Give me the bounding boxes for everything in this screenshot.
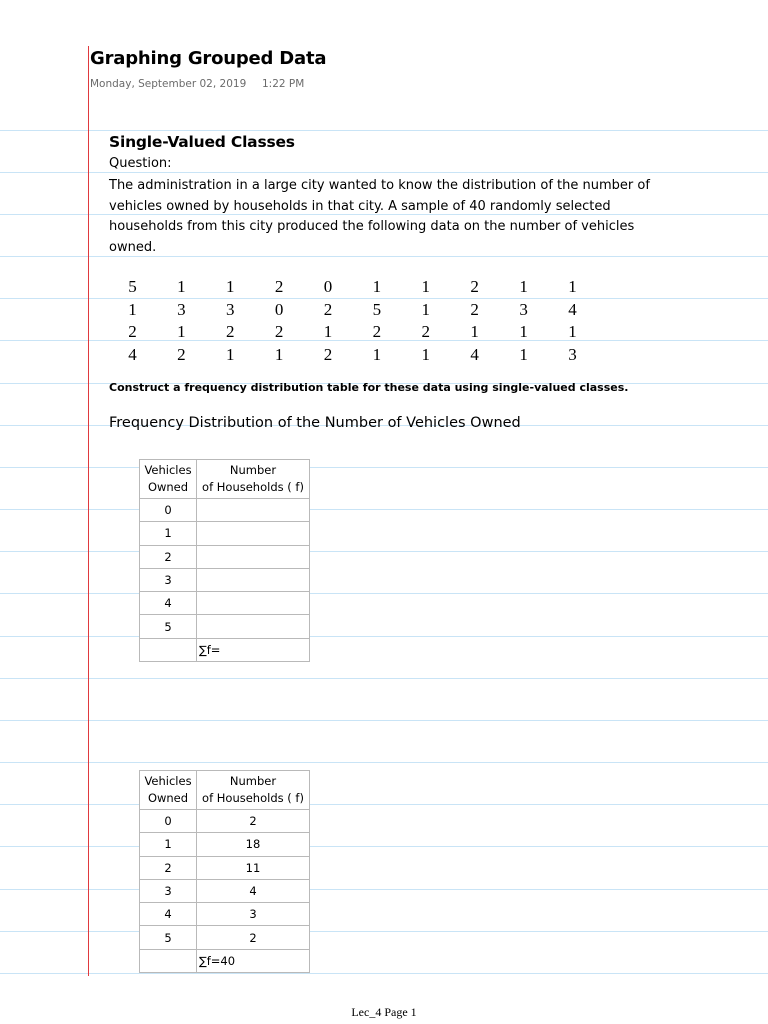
data-value: 1 xyxy=(421,277,431,297)
header-text: of Households ( f) xyxy=(202,791,304,805)
data-value: 1 xyxy=(421,344,431,364)
data-value: 1 xyxy=(568,277,577,297)
page-date: Monday, September 02, 2019 xyxy=(90,78,247,90)
raw-data-grid xyxy=(108,276,597,366)
data-value: 1 xyxy=(519,344,528,364)
data-value: 3 xyxy=(177,299,186,319)
data-value: 4 xyxy=(470,344,479,364)
table-row xyxy=(140,926,310,949)
data-value: 2 xyxy=(274,322,284,342)
header-text: Number xyxy=(229,774,277,788)
table-header-row xyxy=(140,771,310,810)
vehicles-cell: 5 xyxy=(140,926,197,949)
header-number-of-households xyxy=(197,460,310,499)
vehicles-cell: 5 xyxy=(140,615,197,638)
rule-line xyxy=(0,762,768,763)
data-value: 1 xyxy=(568,322,577,342)
frequency-table-blank xyxy=(139,459,310,662)
data-value: 1 xyxy=(177,322,186,342)
header-text: Owned xyxy=(147,480,189,494)
table-row xyxy=(140,903,310,926)
data-value: 1 xyxy=(225,344,235,364)
data-value: 1 xyxy=(225,277,235,297)
data-value: 2 xyxy=(128,322,137,342)
rule-line xyxy=(0,172,768,173)
data-value: 2 xyxy=(470,299,479,319)
question-label: Question: xyxy=(109,156,172,171)
vehicles-cell: 2 xyxy=(140,545,197,568)
households-cell xyxy=(197,545,310,568)
table-row xyxy=(140,615,310,638)
vehicles-cell: 4 xyxy=(140,903,197,926)
header-text: Owned xyxy=(147,791,189,805)
vehicles-cell: 3 xyxy=(140,879,197,902)
data-value: 2 xyxy=(470,277,479,297)
rule-line xyxy=(0,467,768,468)
vehicles-cell: 0 xyxy=(140,810,197,833)
households-cell xyxy=(197,522,310,545)
data-value: 1 xyxy=(470,322,479,342)
data-row xyxy=(108,344,597,367)
data-value: 1 xyxy=(372,277,382,297)
data-value: 2 xyxy=(274,277,284,297)
data-value: 4 xyxy=(128,344,137,364)
data-value: 1 xyxy=(372,344,382,364)
rule-line xyxy=(0,509,768,510)
header-number-of-households xyxy=(197,771,310,810)
sum-cell: ∑f=40 xyxy=(197,949,310,972)
rule-line xyxy=(0,720,768,721)
table-row xyxy=(140,592,310,615)
rule-line xyxy=(0,551,768,552)
vehicles-cell: 2 xyxy=(140,856,197,879)
rule-line xyxy=(0,889,768,890)
table-header-row xyxy=(140,460,310,499)
section-heading: Single-Valued Classes xyxy=(109,133,295,151)
rule-line xyxy=(0,593,768,594)
table-row xyxy=(140,810,310,833)
table-row xyxy=(140,856,310,879)
vehicles-cell: 1 xyxy=(140,833,197,856)
households-cell: 18 xyxy=(197,833,310,856)
data-value: 2 xyxy=(323,344,333,364)
vehicles-cell: 3 xyxy=(140,568,197,591)
data-value: 2 xyxy=(421,322,431,342)
sum-row xyxy=(140,638,310,661)
rule-line xyxy=(0,130,768,131)
households-cell xyxy=(197,568,310,591)
data-value: 1 xyxy=(128,299,137,319)
households-cell xyxy=(197,499,310,522)
data-value: 1 xyxy=(421,299,431,319)
page-footer: Lec_4 Page 1 xyxy=(351,1005,417,1019)
households-cell: 2 xyxy=(197,926,310,949)
data-value: 2 xyxy=(225,322,235,342)
data-value: 0 xyxy=(323,277,333,297)
vehicles-cell: 4 xyxy=(140,592,197,615)
table-row xyxy=(140,522,310,545)
households-cell xyxy=(197,615,310,638)
rule-line xyxy=(0,678,768,679)
header-text: Number xyxy=(229,463,277,477)
header-text: of Households ( f) xyxy=(202,480,304,494)
table-row xyxy=(140,879,310,902)
header-vehicles-owned xyxy=(140,460,197,499)
page-title: Graphing Grouped Data xyxy=(90,48,327,69)
data-value: 2 xyxy=(177,344,186,364)
data-value: 3 xyxy=(519,299,528,319)
data-value: 3 xyxy=(225,299,235,319)
data-value: 5 xyxy=(128,277,137,297)
instruction-text: Construct a frequency distribution table for these data using single-valued classes. xyxy=(109,381,629,394)
data-value: 0 xyxy=(274,299,284,319)
page-time: 1:22 PM xyxy=(262,78,305,90)
table-row xyxy=(140,568,310,591)
households-cell: 2 xyxy=(197,810,310,833)
empty-cell xyxy=(140,949,197,972)
rule-line xyxy=(0,636,768,637)
data-value: 2 xyxy=(372,322,382,342)
frequency-table-filled xyxy=(139,770,310,973)
households-cell: 4 xyxy=(197,879,310,902)
data-value: 3 xyxy=(568,344,577,364)
data-row xyxy=(108,321,597,344)
rule-line xyxy=(0,973,768,974)
data-value: 1 xyxy=(519,322,528,342)
vehicles-cell: 0 xyxy=(140,499,197,522)
empty-cell xyxy=(140,638,197,661)
sum-row xyxy=(140,949,310,972)
table-row xyxy=(140,545,310,568)
question-text: The administration in a large city wanted to know the distribution of the number of vehicles owned by households in that city. A sample of 40 randomly selected households from this city produced the following data on the number of vehicles owned. xyxy=(109,178,650,255)
data-row xyxy=(108,276,597,299)
header-text: Vehicles xyxy=(144,463,192,477)
rule-line xyxy=(0,846,768,847)
rule-line xyxy=(0,931,768,932)
rule-line xyxy=(0,804,768,805)
table-title: Frequency Distribution of the Number of Vehicles Owned xyxy=(109,415,521,431)
data-value: 1 xyxy=(177,277,186,297)
households-cell: 11 xyxy=(197,856,310,879)
data-value: 2 xyxy=(323,299,333,319)
data-value: 4 xyxy=(568,299,577,319)
sum-cell: ∑f= xyxy=(197,638,310,661)
data-row xyxy=(108,299,597,322)
table-row xyxy=(140,499,310,522)
data-value: 5 xyxy=(372,299,382,319)
data-value: 1 xyxy=(323,322,333,342)
margin-line xyxy=(88,46,89,976)
header-text: Vehicles xyxy=(144,774,192,788)
table-row xyxy=(140,833,310,856)
data-value: 1 xyxy=(274,344,284,364)
data-value: 1 xyxy=(519,277,528,297)
households-cell: 3 xyxy=(197,903,310,926)
vehicles-cell: 1 xyxy=(140,522,197,545)
households-cell xyxy=(197,592,310,615)
header-vehicles-owned xyxy=(140,771,197,810)
